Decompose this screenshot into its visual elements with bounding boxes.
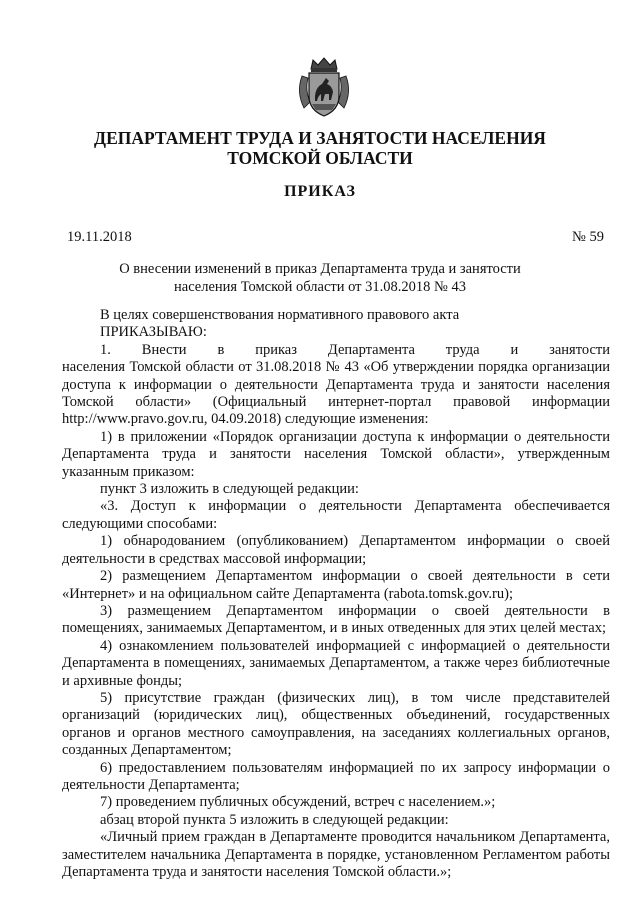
access-method-2: 2) размещением Департаментом информации о своей деятельности в сети «Интернет» и на официальном сайте Департамента (rabota.tomsk.gov.ru); (62, 568, 610, 602)
access-method-1: 1) обнародованием (опубликованием) Департаментом информации о своей деятельности в средствах массовой информации; (62, 533, 610, 567)
order-number: № 59 (572, 229, 604, 245)
access-method-4: 4) ознакомлением пользователей информацией с информацией о деятельности Департамента в помещениях, занимаемых Департаментом, а также через библиотечные и архивные фонды; (62, 637, 610, 689)
access-method-3: 3) размещением Департаментом информации о своей деятельности в помещениях, занимаемых Департаментом, и в иных отведенных для этих целей местах; (62, 602, 610, 637)
point-5-instruction: абзац второй пункта 5 изложить в следующей редакции: (100, 811, 449, 828)
point-3-instruction: пункт 3 изложить в следующей редакции: (100, 481, 359, 498)
order-body (62, 307, 610, 881)
order-subject-line2: населения Томской области от 31.08.2018 № 43 (174, 279, 466, 295)
order-subject-line1: О внесении изменений в приказ Департамента труда и занятости (119, 261, 521, 277)
preamble-paragraph: В целях совершенствования нормативного правового акта (100, 307, 460, 323)
clause-1-text: населения Томской области от 31.08.2018 № 43 «Об утверждении порядка организации доступа к информации о деятельности Департамента труда и занятости населения Томской области» (Официальный интернет-портал правовой информации http://www.pravo.gov.ru, 04.09.2018) следующие изменения: (62, 359, 610, 428)
order-keyword: ПРИКАЗЫВАЮ: (100, 324, 207, 341)
point-3-heading: «3. Доступ к информации о деятельности Департамента обеспечивается следующими способами: (62, 498, 610, 532)
tomsk-coat-of-arms-icon (294, 56, 354, 118)
clause-1-intro: 1. Внести в приказ Департамента труда и занятости (100, 341, 610, 358)
point-5-text: «Личный прием граждан в Департаменте проводится начальником Департамента, заместителем начальника Департамента в порядке, установленном Регламентом работы Департамента труда и занятости населения Томской области.»; (62, 829, 610, 880)
document-type-title: ПРИКАЗ (284, 183, 356, 200)
access-method-6: 6) предоставлением пользователям информацией по их запросу информации о деятельности Департамента; (62, 759, 610, 793)
subclause-1-text: 1) в приложении «Порядок организации доступа к информации о деятельности Департамента труда и занятости населения Томской области», утвержденным указанным приказом: (62, 428, 610, 480)
department-name-line2: ТОМСКОЙ ОБЛАСТИ (227, 148, 413, 168)
department-name-line1: ДЕПАРТАМЕНТ ТРУДА И ЗАНЯТОСТИ НАСЕЛЕНИЯ (94, 128, 546, 148)
access-method-7: 7) проведением публичных обсуждений, встреч с населением.»; (100, 794, 496, 811)
order-date: 19.11.2018 (67, 229, 132, 245)
access-method-5: 5) присутствие граждан (физических лиц), в том числе представителей организаций (юридических лиц), общественных объединений, государственных органов и органов местного самоуправления, на заседаниях коллегиальных органов, созданных Департаментом; (62, 689, 610, 759)
